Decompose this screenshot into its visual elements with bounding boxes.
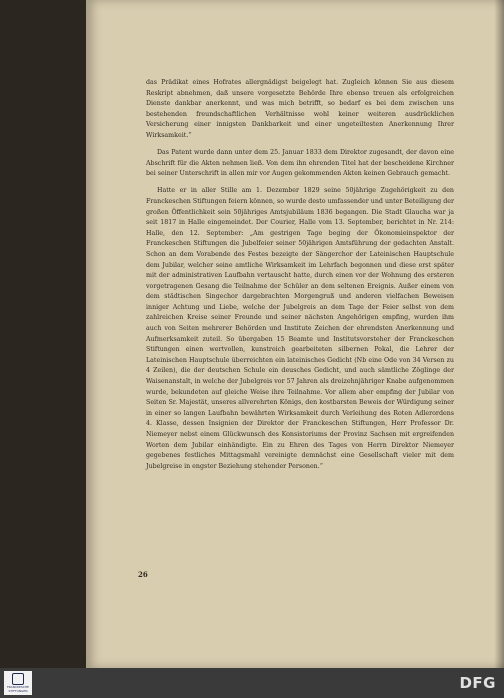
paragraph-2: Das Patent wurde dann unter dem 25. Januar 1833 dem Direktor zugesandt, der davon eine Abschrift für die Akten nehmen ließ. Von dem ihn ehrenden Titel hat der bescheidene Kirchner bei seiner Unterschrift in allen mir vor Augen gekommenden Akten keinen Gebrauch gemacht. (146, 149, 454, 178)
paragraph-1: das Prädikat eines Hofrates allergnädigst beigelegt hat. Zugleich können Sie aus diesem Reskript abnehmen, daß unsere vorgesetzte Behörde Ihre ebenso treuen als erfolgreichen Dienste dankbar anerkennt, und was mich betrifft, so bedarf es bei dem zwischen uns bestehenden freundschaftlichen Verhältnisse wohl keiner weiteren ausdrücklichen Versicherung einer innigsten Dankbarkeit und einer ungeteiltesten Anerkennung Ihrer Wirksamkeit.“ (146, 79, 454, 139)
logo-text: FRANCKESCHE STIFTUNGEN (6, 685, 30, 693)
footer-bar (0, 668, 504, 698)
franckesche-stiftungen-logo (4, 671, 32, 695)
body-text (146, 78, 454, 479)
emblem-icon (12, 673, 24, 685)
dfg-logo: DFG (459, 674, 496, 692)
paragraph-3: Hatte er in aller Stille am 1. Dezember 1829 seine 50jährige Zugehörigkeit zu den Franckeschen Stiftungen feiern können, so wurde desto umfassender und unter Beteiligung der großen Öffentlichkeit sein 50jähriges Amtsjubiläum 1836 begangen. Die Stadt Glaucha war ja seit 1817 in Halle eingemeindet. Der Courier, Halle vom 13. September, berichtet in Nr. 214: Halle, den 12. September: „Am gestrigen Tage beging der Ökonomieinspektor der Franckeschen Stiftungen die Jubelfeier seiner 50jährigen Amtsführung der gedachten Anstalt. Schon an dem Vorabende des Festes bezeigte der Sängerchor der Lateinischen Hauptschule dem Jubilar, welcher seine amtliche Wirksamkeit im Lehrfach begonnen und diese erst später mit der administrativen Laufbahn vertauscht hatte, durch einen vor der Wohnung des ersteren vorgetragenen Gesang die Teilnahme der Schüler an dem seltenen Ereignis. Außer einem von dem städtischen Singechor dargebrachten Morgengruß und anderen vielfachen Beweisen inniger Achtung und Liebe, welche der Jubelgreis an dem Tage der Feier selbst von dem zahlreichen Kreise seiner Freunde und seiner nächsten Angehörigen empfing, wurden ihm auch von Seiten mehrerer Behörden und Institute Zeichen der ehrendsten Anerkennung und Aufmerksamkeit zuteil. So übergaben 15 Beamte und Institutsvorsteher der Franckeschen Stiftungen einen wertvollen, kunstreich gearbeiteten silbernen Pokal, die Lehrer der Lateinischen Hauptschule überreichten ein lateinisches Gedicht (Nb eine Ode von 34 Versen zu 4 Zeilen), die der deutschen Schule ein deusches Gedicht, und auch sämtliche Zöglinge der Waisenanstalt, in welche der Jubelgreis vor 57 Jahren als dreizehnjähriger Knabe aufgenommen wurde, bekundeten auf gleiche Weise ihre Teilnahme. Vor allem aber empfing der Jubilar von Seiten Sr. Majestät, unseres allverehrten Königs, den kostbarsten Beweis der Würdigung seiner in einer so langen Laufbahn bewährten Wirksamkeit durch Verleihung des Roten Adlerordens 4. Klasse, dessen Insignien der Direktor der Franckeschen Stiftungen, Herr Professor Dr. Niemeyer nebst einem Glückwunsch des Konsistoriums der Provinz Sachsen mit ergreifenden Worten dem Jubilar einhändigte. Ein zu Ehren des Tages von Herrn Direktor Niemeyer gegebenes festliches Mittagsmahl vereinigte demnächst eine Gesellschaft vieler mit dem Jubelgreise in engster Beziehung stehender Personen.“ (146, 187, 454, 470)
page-number: 26 (138, 570, 148, 579)
book-page (86, 0, 504, 668)
